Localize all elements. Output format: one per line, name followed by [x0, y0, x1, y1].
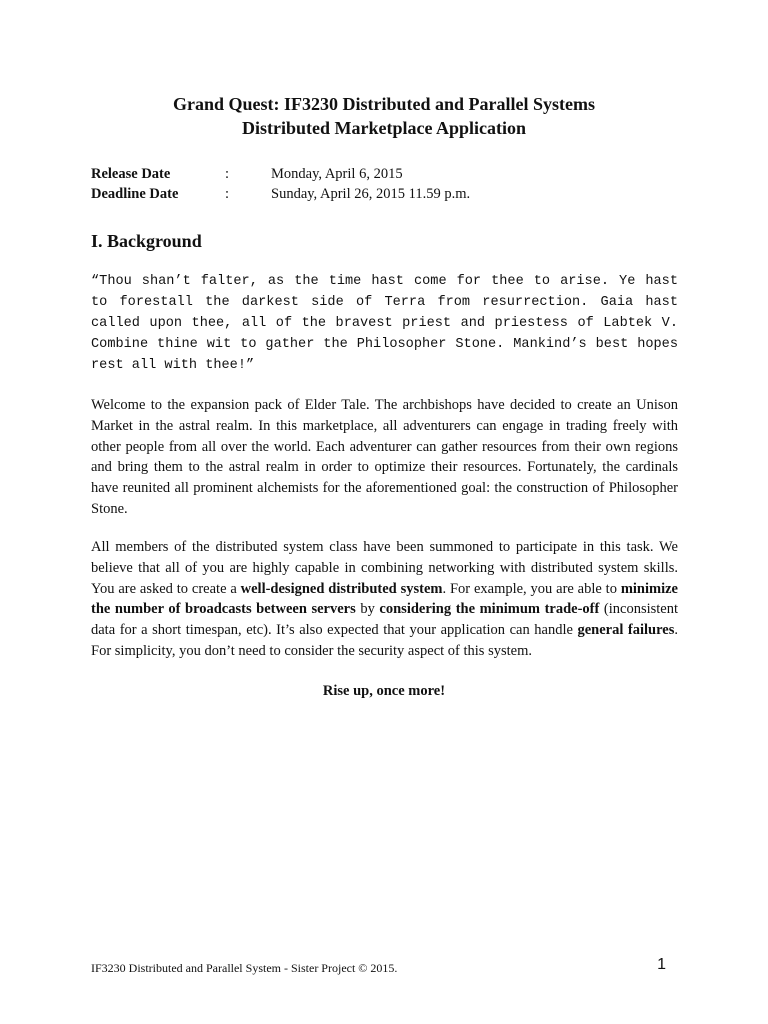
- task-bold-1: well-designed distributed system: [240, 580, 443, 597]
- deadline-date-colon: :: [225, 186, 230, 202]
- section-heading: I. Background: [91, 231, 202, 251]
- document-title: Grand Quest: IF3230 Distributed and Parallel Systems: [172, 94, 595, 114]
- task-bold-2: minimize the number of broadcasts between servers: [91, 580, 678, 618]
- task-text-1: All members of the distributed system class have been summoned to participate in this task. We believe that all of you are highly capable in combining networking with distributed system skills. You are asked to create a: [91, 539, 678, 597]
- release-date-label: Release Date: [91, 166, 171, 182]
- deadline-date-value: Sunday, April 26, 2015 11.59 p.m.: [271, 186, 471, 202]
- task-bold-3: considering the minimum trade-off: [379, 601, 600, 618]
- task-text-3: by: [355, 601, 380, 618]
- quote-paragraph: “Thou shan’t falter, as the time hast come for thee to arise. Ye hast to forestall the darkest side of Terra from resurrection. Gaia hast called upon thee, all of the bravest priest and priestess of Labtek V. Combine thine wit to gather the Philosopher Stone. Mankind’s best hopes rest all with thee!”: [91, 274, 678, 373]
- task-paragraph: [91, 537, 678, 662]
- task-text-2: . For example, you are able to: [442, 580, 621, 597]
- deadline-date-label: Deadline Date: [91, 186, 179, 202]
- release-date-value: Monday, April 6, 2015: [271, 166, 403, 182]
- task-bold-4: general failures: [577, 622, 675, 639]
- closing-line: Rise up, once more!: [322, 683, 446, 699]
- task-text-5: . For simplicity, you don’t need to consider the security aspect of this system.: [91, 622, 678, 659]
- release-date-colon: :: [225, 166, 230, 182]
- document-subtitle: Distributed Marketplace Application: [242, 118, 526, 138]
- intro-paragraph: Welcome to the expansion pack of Elder Tale. The archbishops have decided to create an Unison Market in the astral realm. In this marketplace, all adventurers can engage in trading freely with other people from all over the world. Each adventurer can gather resources from their own regions and bring them to the astral realm in order to optimize their resources. Fortunately, the cardinals have reunited all prominent alchemists for the aforementioned goal: the construction of Philosopher Stone.: [91, 397, 678, 517]
- page-footer: IF3230 Distributed and Parallel System - Sister Project © 2015.: [91, 961, 398, 975]
- task-text-4: (inconsistent data for a short timespan, etc). It’s also expected that your application can handle: [91, 601, 679, 639]
- page-number: 1: [657, 956, 666, 973]
